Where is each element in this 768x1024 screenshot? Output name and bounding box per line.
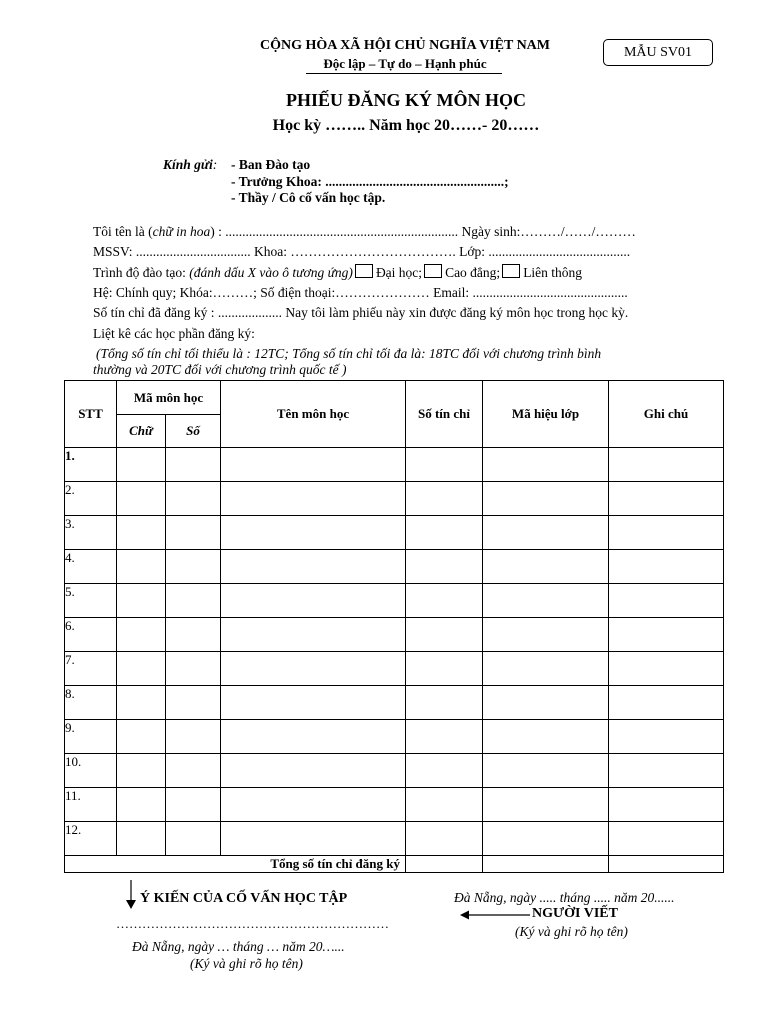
total-credits-label: Tổng số tín chỉ đăng ký: [65, 856, 406, 873]
list-line: Liệt kê các học phần đăng ký:: [93, 326, 255, 341]
code-letter-cell[interactable]: [117, 448, 166, 482]
credits-cell[interactable]: [406, 754, 483, 788]
code-number-cell[interactable]: [166, 550, 221, 584]
table-row: [65, 754, 724, 788]
mssv-line: MSSV: .................................. Khoa: ………………………………. Lớp: ..........................................: [93, 244, 631, 259]
row-number: 10.: [65, 754, 117, 788]
code-letter-cell[interactable]: [117, 482, 166, 516]
table-row: [65, 720, 724, 754]
university-checkbox[interactable]: [355, 264, 373, 278]
course-name-cell[interactable]: [221, 482, 406, 516]
writer-date: Đà Nẵng, ngày ..... tháng ..... năm 20......: [454, 890, 675, 905]
row-number: 4.: [65, 550, 117, 584]
code-number-cell[interactable]: [166, 448, 221, 482]
class-code-cell[interactable]: [483, 822, 609, 856]
code-number-cell[interactable]: [166, 618, 221, 652]
total-row: [65, 856, 724, 873]
course-name-cell[interactable]: [221, 754, 406, 788]
address-label-text: Kính gửi: [163, 157, 213, 172]
college-label: Cao đẳng;: [445, 265, 501, 280]
transfer-checkbox[interactable]: [502, 264, 520, 278]
code-number-cell[interactable]: [166, 516, 221, 550]
code-letter-cell[interactable]: [117, 686, 166, 720]
header-class-code: Mã hiệu lớp: [483, 381, 609, 448]
table-row: [65, 448, 724, 482]
university-label: Đại học;: [375, 265, 423, 280]
header-course-name: Tên môn học: [221, 381, 406, 448]
header-course-code: Mã môn học: [117, 381, 221, 415]
code-number-cell[interactable]: [166, 788, 221, 822]
header-credits: Số tín chỉ: [406, 381, 483, 448]
name-suffix: ) : ..................................................................... Ngày sinh:………/……/………: [210, 224, 636, 239]
arrow-left-icon: [460, 909, 530, 921]
credits-cell[interactable]: [406, 686, 483, 720]
course-name-cell[interactable]: [221, 516, 406, 550]
row-number: 8.: [65, 686, 117, 720]
credits-cell[interactable]: [406, 584, 483, 618]
header-stt: STT: [65, 381, 117, 448]
credits-cell[interactable]: [406, 482, 483, 516]
note-cell[interactable]: [609, 482, 724, 516]
note-cell[interactable]: [609, 720, 724, 754]
writer-sign-note: (Ký và ghi rõ họ tên): [515, 924, 628, 939]
transfer-label: Liên thông: [523, 265, 583, 280]
note-cell[interactable]: [609, 584, 724, 618]
advisor-opinion-dots: ………………………………………………………: [116, 916, 389, 931]
class-code-cell[interactable]: [483, 686, 609, 720]
note-cell[interactable]: [609, 516, 724, 550]
code-letter-cell[interactable]: [117, 652, 166, 686]
row-number: 12.: [65, 822, 117, 856]
row-number: 7.: [65, 652, 117, 686]
class-code-cell[interactable]: [483, 516, 609, 550]
header-code-number: Số: [166, 415, 221, 448]
name-hint: chữ in hoa: [152, 224, 211, 239]
advisor-sign-note: (Ký và ghi rõ họ tên): [190, 956, 303, 971]
note-line-1: (Tổng số tín chỉ tối thiểu là : 12TC; Tổng số tín chỉ tối đa là: 18TC đối với chương trình bình: [96, 346, 602, 361]
class-code-cell[interactable]: [483, 754, 609, 788]
code-number-cell[interactable]: [166, 686, 221, 720]
code-number-cell[interactable]: [166, 822, 221, 856]
code-number-cell[interactable]: [166, 584, 221, 618]
arrow-down-icon: [124, 880, 138, 910]
header-note: Ghi chú: [609, 381, 724, 448]
address-colon: :: [212, 157, 218, 172]
code-letter-cell[interactable]: [117, 754, 166, 788]
motto-underline: [306, 73, 502, 74]
row-number: 9.: [65, 720, 117, 754]
total-credits-cell[interactable]: [406, 856, 483, 873]
credits-cell[interactable]: [406, 652, 483, 686]
row-number: 5.: [65, 584, 117, 618]
table-row: [65, 618, 724, 652]
credits-line: Số tín chỉ đã đăng ký : ................... Nay tôi làm phiếu này xin được đăng ký môn học trong học kỳ.: [93, 305, 629, 320]
row-number: 1.: [65, 448, 117, 482]
code-letter-cell[interactable]: [117, 516, 166, 550]
code-number-cell[interactable]: [166, 754, 221, 788]
course-name-cell[interactable]: [221, 652, 406, 686]
course-table: [64, 380, 724, 873]
note-line-2: thường và 20TC đối với chương trình quốc tế ): [93, 362, 347, 377]
college-checkbox[interactable]: [424, 264, 442, 278]
code-letter-cell[interactable]: [117, 584, 166, 618]
note-cell[interactable]: [609, 448, 724, 482]
code-letter-cell[interactable]: [117, 550, 166, 584]
note-cell[interactable]: [609, 754, 724, 788]
code-letter-cell[interactable]: [117, 822, 166, 856]
table-row: [65, 550, 724, 584]
address-item-advisor: - Thầy / Cô cố vấn học tập.: [231, 190, 386, 205]
header-code-letter: Chữ: [117, 415, 166, 448]
class-code-cell[interactable]: [483, 720, 609, 754]
table-row: [65, 822, 724, 856]
credits-cell[interactable]: [406, 550, 483, 584]
course-name-cell[interactable]: [221, 788, 406, 822]
address-item-dean: - Trưởng Khoa: .....................................................;: [231, 174, 509, 189]
note-cell[interactable]: [609, 686, 724, 720]
class-code-cell[interactable]: [483, 584, 609, 618]
class-code-cell[interactable]: [483, 550, 609, 584]
code-number-cell[interactable]: [166, 720, 221, 754]
course-name-cell[interactable]: [221, 720, 406, 754]
table-row: [65, 652, 724, 686]
training-hint: (đánh dấu X vào ô tương ứng): [189, 265, 353, 280]
header-motto: Độc lập – Tự do – Hạnh phúc: [323, 56, 487, 71]
form-title: PHIẾU ĐĂNG KÝ MÔN HỌC: [286, 90, 526, 110]
system-line: Hệ: Chính quy; Khóa:………; Số điện thoại:………………… Email: ..............................................: [93, 285, 628, 300]
note-cell[interactable]: [609, 550, 724, 584]
note-cell[interactable]: [609, 788, 724, 822]
advisor-opinion-title: Ý KIẾN CỦA CỐ VẤN HỌC TẬP: [140, 891, 348, 906]
address-label: [163, 157, 217, 173]
class-code-cell[interactable]: [483, 652, 609, 686]
course-name-cell[interactable]: [221, 686, 406, 720]
header-nation: CỘNG HÒA XÃ HỘI CHỦ NGHĨA VIỆT NAM: [259, 38, 550, 53]
credits-cell[interactable]: [406, 822, 483, 856]
writer-title: NGƯỜI VIẾT: [532, 906, 618, 921]
code-letter-cell[interactable]: [117, 720, 166, 754]
name-line: [93, 224, 636, 240]
row-number: 6.: [65, 618, 117, 652]
class-code-cell[interactable]: [483, 448, 609, 482]
course-name-cell[interactable]: [221, 550, 406, 584]
name-prefix: Tôi tên là (: [93, 224, 153, 239]
code-letter-cell[interactable]: [117, 618, 166, 652]
total-class-code-cell[interactable]: [483, 856, 609, 873]
note-cell[interactable]: [609, 822, 724, 856]
credits-cell[interactable]: [406, 618, 483, 652]
training-line: [93, 264, 582, 281]
row-number: 11.: [65, 788, 117, 822]
table-row: [65, 788, 724, 822]
note-cell[interactable]: [609, 652, 724, 686]
training-prefix: Trình độ đào tạo:: [93, 265, 190, 280]
table-row: [65, 584, 724, 618]
course-name-cell[interactable]: [221, 584, 406, 618]
credits-cell[interactable]: [406, 720, 483, 754]
advisor-date: Đà Nẵng, ngày … tháng … năm 20…...: [132, 939, 345, 954]
class-code-cell[interactable]: [483, 788, 609, 822]
code-number-cell[interactable]: [166, 482, 221, 516]
code-number-cell[interactable]: [166, 652, 221, 686]
row-number: 2.: [65, 482, 117, 516]
credits-cell[interactable]: [406, 448, 483, 482]
address-item-training-dept: - Ban Đào tạo: [231, 157, 311, 172]
course-name-cell[interactable]: [221, 448, 406, 482]
course-name-cell[interactable]: [221, 618, 406, 652]
table-row: [65, 686, 724, 720]
code-letter-cell[interactable]: [117, 788, 166, 822]
class-code-cell[interactable]: [483, 482, 609, 516]
total-note-cell[interactable]: [609, 856, 724, 873]
class-code-cell[interactable]: [483, 618, 609, 652]
form-code-badge: MẪU SV01: [603, 39, 713, 66]
table-row: [65, 516, 724, 550]
semester-line: Học kỳ …….. Năm học 20……- 20……: [272, 117, 540, 134]
table-row: [65, 482, 724, 516]
note-cell[interactable]: [609, 618, 724, 652]
credits-cell[interactable]: [406, 788, 483, 822]
course-name-cell[interactable]: [221, 822, 406, 856]
row-number: 3.: [65, 516, 117, 550]
credits-cell[interactable]: [406, 516, 483, 550]
